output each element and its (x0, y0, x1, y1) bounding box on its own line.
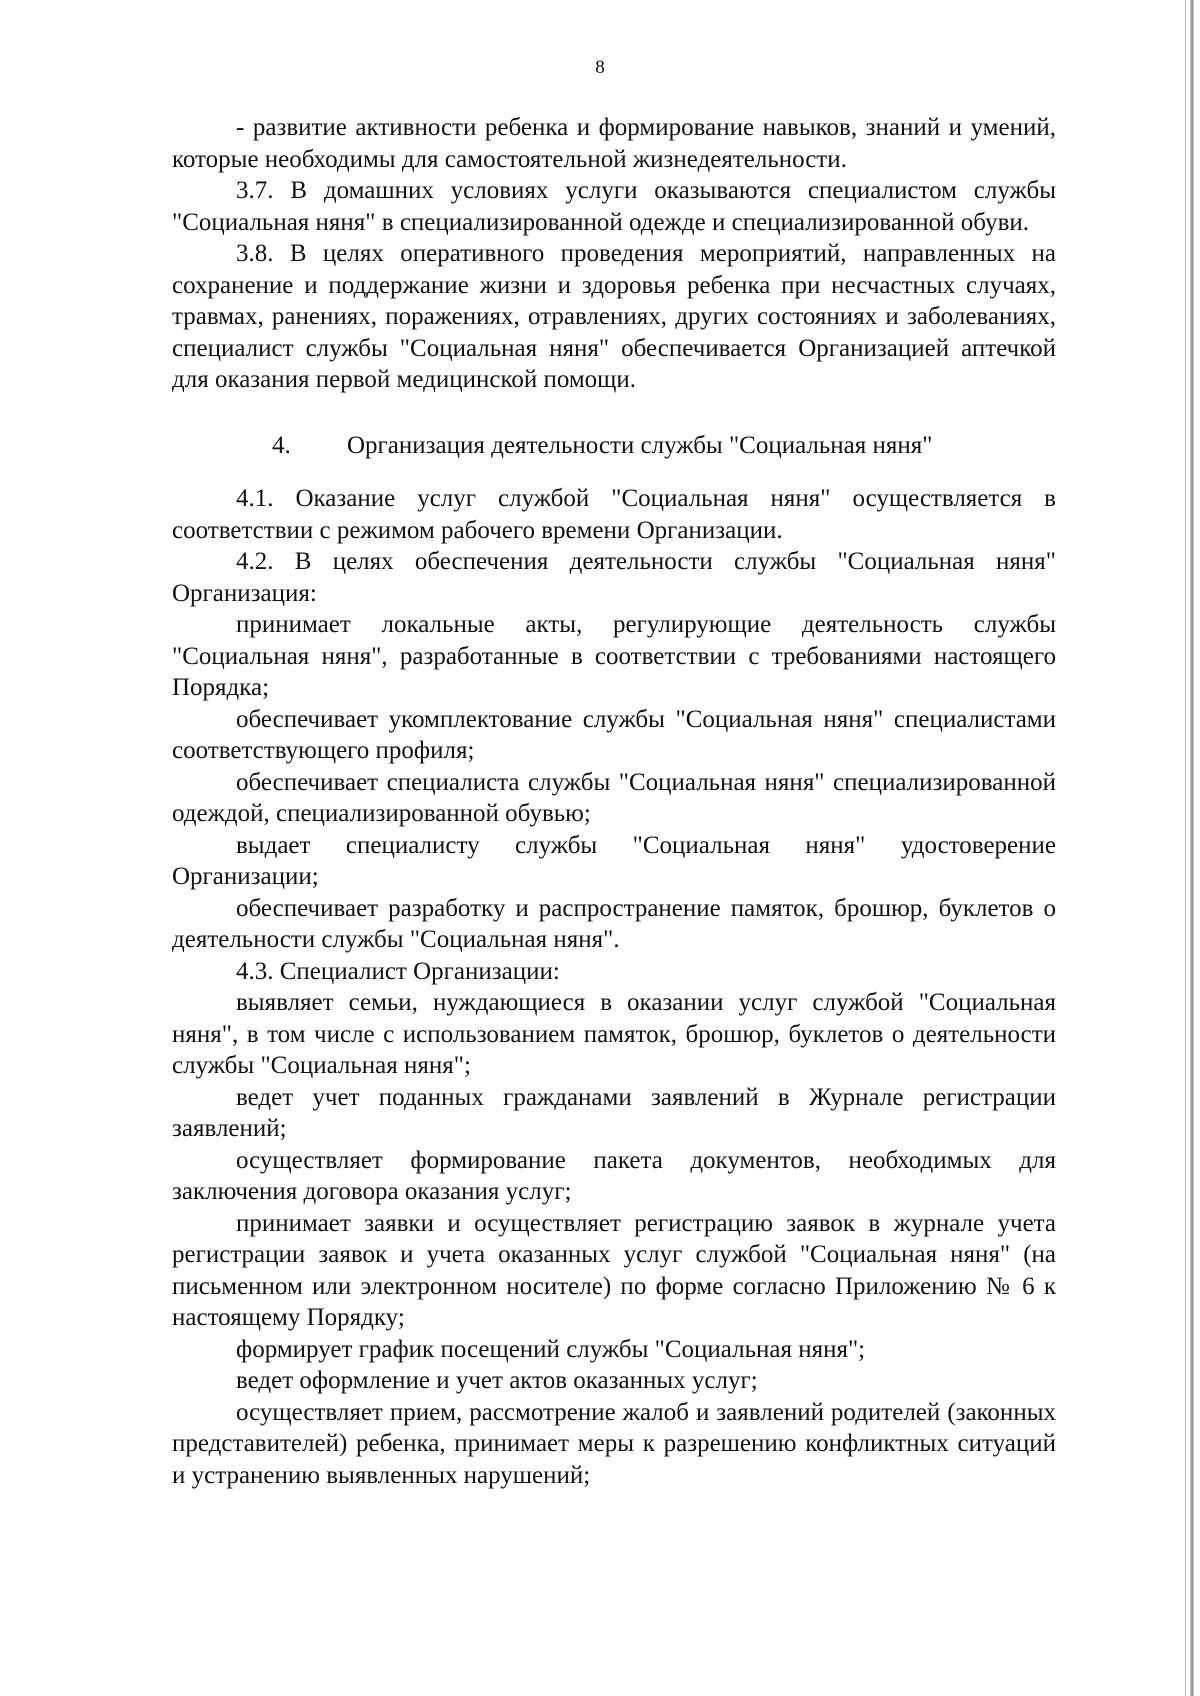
page-number: 8 (595, 57, 605, 78)
spacer (172, 396, 1056, 414)
paragraph-3-8: 3.8. В целях оперативного проведения мероприятий, направленных на сохранение и поддержание жизни и здоровья ребенка при несчастных случаях, травмах, ранениях, поражениях, отравлениях, других состояниях и заболеваниях, специалист службы "Социальная няня" обеспечивается Организацией аптечкой для оказания первой медицинской помощи. (172, 240, 1056, 393)
list-item-staffing: обеспечивает укомплектование службы "Социальная няня" специалистами соответствующего профиля; (172, 705, 1056, 764)
scan-edge (1190, 0, 1194, 1696)
list-item-requests-registration: принимает заявки и осуществляет регистрацию заявок в журнале учета регистрации заявок и учета оказанных услуг службой "Социальная няня" (на письменном или электронном носителе) по форме согласно Приложению № 6 к настоящему Порядку; (172, 1209, 1056, 1331)
scan-edge-line (1185, 0, 1186, 1696)
paragraph-4-3: 4.3. Специалист Организации: (236, 957, 560, 985)
section-number: 4. (272, 431, 291, 459)
paragraph-4-1: 4.1. Оказание услуг службой "Социальная няня" осуществляется в соответствии с режимом рабочего времени Организации. (172, 485, 1056, 544)
list-item-certificate: выдает специалисту службы "Социальная няня" удостоверение Организации; (172, 831, 1056, 890)
list-item-identify-families: выявляет семьи, нуждающиеся в оказании услуг службой "Социальная няня", в том числе с использованием памяток, брошюр, буклетов о деятельности службы "Социальная няня"; (172, 989, 1056, 1079)
paragraph-development: - развитие активности ребенка и формирование навыков, знаний и умений, которые необходимы для самостоятельной жизнедеятельности. (172, 114, 1056, 173)
list-item-documents-package: осуществляет формирование пакета документов, необходимых для заключения договора оказания услуг; (172, 1146, 1056, 1205)
document-body (172, 112, 1056, 1491)
list-item-visit-schedule: формирует график посещений службы "Социальная няня"; (236, 1335, 866, 1363)
section-heading (172, 430, 1056, 462)
list-item-booklets: обеспечивает разработку и распространение памяток, брошюр, буклетов о деятельности службы "Социальная няня". (172, 894, 1056, 953)
list-item-service-acts: ведет оформление и учет актов оказанных услуг; (236, 1367, 758, 1394)
list-item-local-acts: принимает локальные акты, регулирующие деятельность службы "Социальная няня", разработанные в соответствии с требованиями настоящего Порядка; (172, 611, 1056, 701)
list-item-complaints: осуществляет прием, рассмотрение жалоб и заявлений родителей (законных представителей) ребенка, принимает меры к разрешению конфликтных ситуаций и устранению выявленных нарушений; (172, 1398, 1056, 1489)
list-item-applications-log: ведет учет поданных гражданами заявлений в Журнале регистрации заявлений; (172, 1083, 1056, 1142)
section-title: Организация деятельности службы "Социальная няня" (347, 431, 933, 459)
paragraph-3-7: 3.7. В домашних условиях услуги оказываются специалистом службы "Социальная няня" в специализированной одежде и специализированной обуви. (172, 177, 1056, 236)
list-item-clothing: обеспечивает специалиста службы "Социальная няня" специализированной одеждой, специализированной обувью; (172, 768, 1056, 827)
paragraph-4-2: 4.2. В целях обеспечения деятельности службы "Социальная няня" Организация: (172, 548, 1056, 607)
